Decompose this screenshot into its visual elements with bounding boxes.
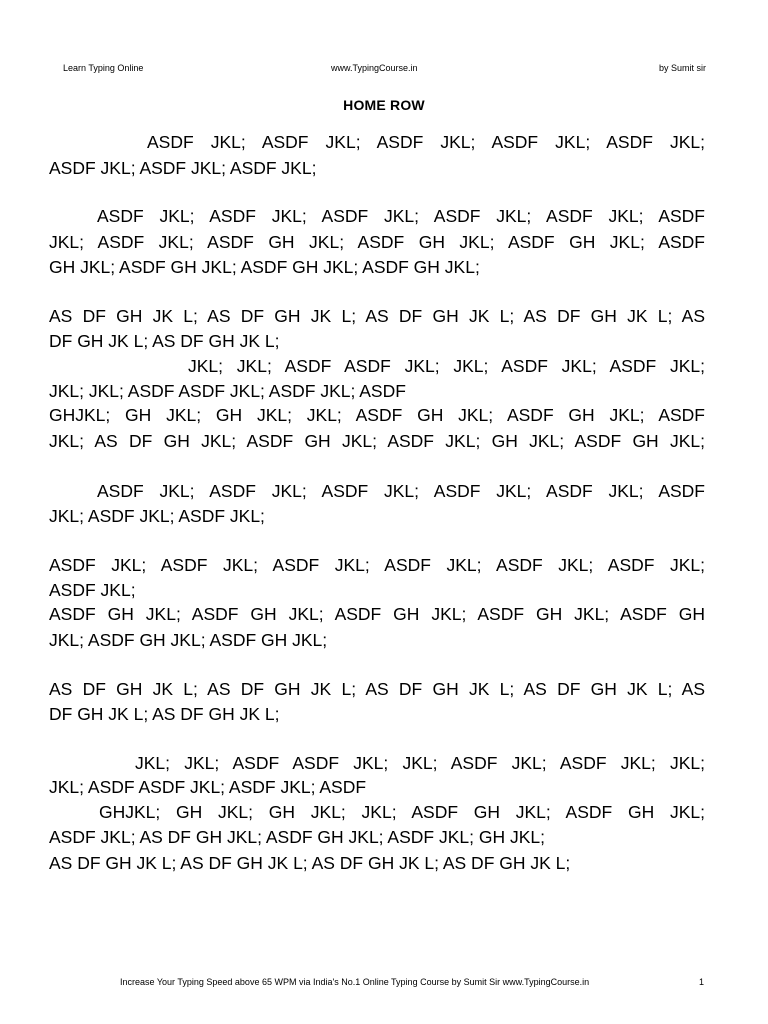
text-line: ASDF JKL; ASDF JKL; ASDF JKL; ASDF JKL; ASDF JKL; ASDF [97, 481, 705, 501]
header-website-url: www.TypingCourse.in [331, 63, 418, 73]
text-line: AS DF GH JK L; AS DF GH JK L; AS DF GH JK L; AS DF GH JK L; AS [49, 679, 705, 699]
text-line: ASDF JKL; AS DF GH JKL; ASDF GH JKL; ASDF JKL; GH JKL; [49, 827, 545, 847]
text-line: ASDF JKL; ASDF JKL; ASDF JKL; [49, 158, 317, 178]
text-line: JKL; AS DF GH JKL; ASDF GH JKL; ASDF JKL; GH JKL; ASDF GH JKL; [49, 431, 705, 451]
text-line: ASDF JKL; ASDF JKL; ASDF JKL; ASDF JKL; ASDF JKL; ASDF [97, 206, 705, 226]
text-line: ASDF JKL; [49, 580, 136, 600]
text-line: ASDF GH JKL; ASDF GH JKL; ASDF GH JKL; ASDF GH JKL; ASDF GH [49, 604, 705, 624]
text-line: GHJKL; GH JKL; GH JKL; JKL; ASDF GH JKL; ASDF GH JKL; ASDF [49, 405, 705, 425]
header-site-name: Learn Typing Online [63, 63, 144, 73]
text-line: JKL; ASDF JKL; ASDF JKL; [49, 506, 265, 526]
header-author: by Sumit sir [658, 63, 706, 73]
text-line: GHJKL; GH JKL; GH JKL; JKL; ASDF GH JKL; ASDF GH JKL; [99, 802, 705, 822]
text-line: JKL; ASDF GH JKL; ASDF GH JKL; [49, 630, 328, 650]
text-line: JKL; JKL; ASDF ASDF JKL; JKL; ASDF JKL; ASDF JKL; [188, 356, 705, 376]
text-line: AS DF GH JK L; AS DF GH JK L; AS DF GH JK L; AS DF GH JK L; [49, 853, 571, 873]
footer-promo-text: Increase Your Typing Speed above 65 WPM via India's No.1 Online Typing Course by Sumit Sir www.TypingCourse.in [120, 977, 590, 987]
text-line: ASDF JKL; ASDF JKL; ASDF JKL; ASDF JKL; ASDF JKL; [147, 132, 705, 152]
text-line: JKL; ASDF ASDF JKL; ASDF JKL; ASDF [49, 777, 367, 797]
page-title: HOME ROW [343, 97, 425, 113]
text-line: AS DF GH JK L; AS DF GH JK L; AS DF GH JK L; AS DF GH JK L; AS [49, 306, 705, 326]
page-number: 1 [699, 977, 705, 987]
text-line: JKL; JKL; ASDF ASDF JKL; ASDF JKL; ASDF [49, 381, 406, 401]
text-line: ASDF JKL; ASDF JKL; ASDF JKL; ASDF JKL; ASDF JKL; ASDF JKL; [49, 555, 705, 575]
text-line: DF GH JK L; AS DF GH JK L; [49, 331, 280, 351]
text-line: DF GH JK L; AS DF GH JK L; [49, 704, 280, 724]
text-line: GH JKL; ASDF GH JKL; ASDF GH JKL; ASDF GH JKL; [49, 257, 480, 277]
text-line: JKL; ASDF JKL; ASDF GH JKL; ASDF GH JKL; ASDF GH JKL; ASDF [49, 232, 705, 252]
text-line: JKL; JKL; ASDF ASDF JKL; JKL; ASDF JKL; ASDF JKL; JKL; [135, 753, 705, 773]
